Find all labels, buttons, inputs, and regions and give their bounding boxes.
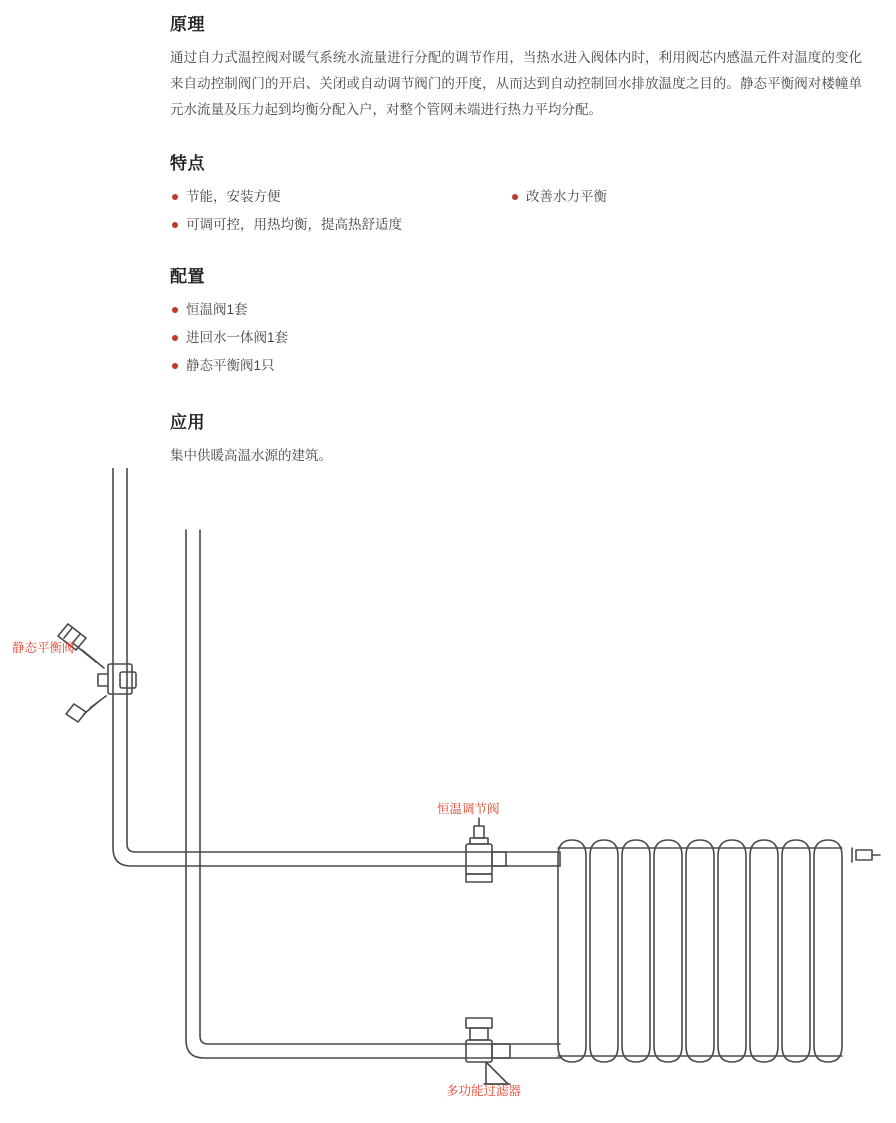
application-title: 应用: [170, 413, 205, 432]
configuration-section: [170, 262, 870, 379]
thermostatic-valve: [466, 818, 506, 882]
list-item: 改善水力平衡: [510, 184, 840, 210]
label-thermostatic-valve: 恒温调节阀: [437, 802, 500, 816]
features-list-right: [510, 184, 840, 210]
application-section: [170, 408, 870, 469]
multifunction-filter: [466, 1018, 510, 1084]
article-text-column: [170, 10, 870, 405]
radiator-air-vent: [852, 848, 880, 862]
diagram-svg: [0, 468, 896, 1123]
principle-section: [170, 10, 870, 123]
features-columns: [170, 184, 870, 240]
features-title: 特点: [170, 154, 205, 173]
list-item: 可调可控，用热均衡，提高热舒适度: [170, 212, 510, 238]
configuration-list: [170, 297, 870, 379]
application-body: 集中供暖高温水源的建筑。: [170, 448, 332, 463]
radiator: [558, 840, 842, 1062]
heating-system-diagram: [0, 468, 896, 1123]
principle-body: 通过自力式温控阀对暖气系统水流量进行分配的调节作用，当热水进入阀体内时，利用阀芯内感温元件对温度的变化来自动控制阀门的开启、关闭或自动调节阀门的开度，从而达到自动控制回水排放温度之目的。静态平衡阀对楼幢单元水流量及压力起到均衡分配入户，对整个管网未端进行热力平均分配。: [170, 50, 862, 117]
list-item: 恒温阀1套: [170, 297, 870, 323]
list-item: 节能，安装方便: [170, 184, 510, 210]
label-multifunction-filter: 多功能过滤器: [446, 1084, 522, 1098]
radiator-fins: [558, 840, 842, 1062]
list-item: 静态平衡阀1只: [170, 353, 870, 379]
features-column-right: [510, 184, 840, 240]
label-static-balancing-valve: 静态平衡阀: [12, 641, 75, 655]
features-list-left: [170, 184, 510, 238]
features-section: [170, 149, 870, 240]
configuration-title: 配置: [170, 267, 205, 286]
list-item: 进回水一体阀1套: [170, 325, 870, 351]
principle-title: 原理: [170, 15, 205, 34]
return-riser-pipe: [186, 530, 560, 1058]
features-column-left: [170, 184, 510, 240]
